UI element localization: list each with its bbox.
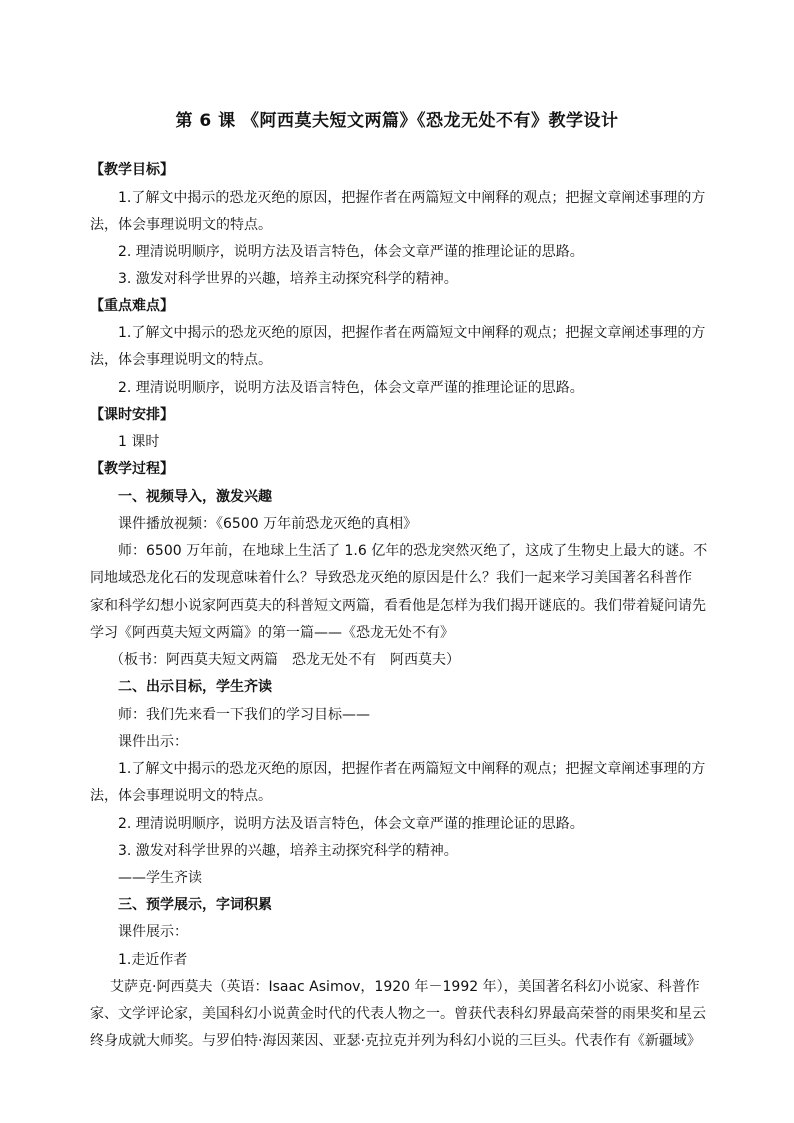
heading-schedule: 【课时安排】 (90, 407, 174, 423)
section-2-heading: 二、出示目标，学生齐读 (118, 679, 272, 695)
teacher-para-line-4: 学习《阿西莫夫短文两篇》的第一篇——《恐龙无处不有》 (90, 625, 454, 641)
goal-1-line-2: 法，体会事理说明文的特点。 (90, 217, 272, 233)
teacher-para-line-3: 家和科学幻想小说家阿西莫夫的科普短文两篇，看看他是怎样为我们揭开谜底的。我们带着疑问请先 (90, 598, 706, 614)
board-note: （板书：阿西莫夫短文两篇 恐龙无处不有 阿西莫夫） (110, 652, 460, 668)
goal-repeat-1-line-2: 法，体会事理说明文的特点。 (90, 788, 272, 804)
key-2: 2. 理清说明顺序，说明方法及语言特色，体会文章严谨的推理论证的思路。 (118, 380, 584, 396)
author-para-line-3: 终身成就大师奖。与罗伯特·海因莱因、亚瑟·克拉克并列为科幻小说的三巨头。代表作有《新疆域》 (90, 1033, 701, 1049)
courseware-show: 课件出示： (118, 734, 188, 750)
schedule-text: 1 课时 (118, 434, 160, 450)
key-1-line-2: 法，体会事理说明文的特点。 (90, 352, 272, 368)
key-1-line-1: 1.了解文中揭示的恐龙灭绝的原因，把握作者在两篇短文中阐释的观点；把握文章阐述事理的方 (118, 325, 706, 341)
video-line: 课件播放视频：《6500 万年前恐龙灭绝的真相》 (118, 516, 418, 532)
goal-repeat-1-line-1: 1.了解文中揭示的恐龙灭绝的原因，把握作者在两篇短文中阐释的观点；把握文章阐述事理的方 (118, 761, 706, 777)
heading-process: 【教学过程】 (90, 461, 174, 477)
courseware-display: 课件展示： (118, 924, 188, 940)
author-para-line-1: 艾萨克·阿西莫夫（英语：Isaac Asimov，1920 年－1992 年），美国著名科幻小说家、科普作 (110, 979, 700, 995)
goal-2: 2. 理清说明顺序，说明方法及语言特色，体会文章严谨的推理论证的思路。 (118, 244, 584, 260)
goal-repeat-2: 2. 理清说明顺序，说明方法及语言特色，体会文章严谨的推理论证的思路。 (118, 816, 584, 832)
students-read: ——学生齐读 (118, 870, 202, 886)
heading-key-points: 【重点难点】 (90, 298, 174, 314)
goal-1-line-1: 1.了解文中揭示的恐龙灭绝的原因，把握作者在两篇短文中阐释的观点；把握文章阐述事理的方 (118, 190, 706, 206)
page-title: 第 6 课 《阿西莫夫短文两篇》《恐龙无处不有》教学设计 (175, 111, 619, 131)
goal-repeat-3: 3. 激发对科学世界的兴趣，培养主动探究科学的精神。 (118, 843, 458, 859)
section-1-heading: 一、视频导入，激发兴趣 (118, 489, 272, 505)
section-3-heading: 三、预学展示，字词积累 (118, 897, 272, 913)
heading-teaching-goals: 【教学目标】 (90, 162, 174, 178)
teacher-goal-line: 师：我们先来看一下我们的学习目标—— (118, 707, 370, 723)
author-subheading: 1.走近作者 (118, 952, 188, 968)
teacher-para-line-1: 师：6500 万年前，在地球上生活了 1.6 亿年的恐龙突然灭绝了，这成了生物史上最大的谜。不 (118, 543, 708, 559)
teacher-para-line-2: 同地域恐龙化石的发现意味着什么？导致恐龙灭绝的原因是什么？我们一起来学习美国著名科普作 (90, 570, 692, 586)
author-para-line-2: 家、文学评论家，美国科幻小说黄金时代的代表人物之一。曾获代表科幻界最高荣誉的雨果奖和星云 (90, 1006, 706, 1022)
goal-3: 3. 激发对科学世界的兴趣，培养主动探究科学的精神。 (118, 271, 458, 287)
